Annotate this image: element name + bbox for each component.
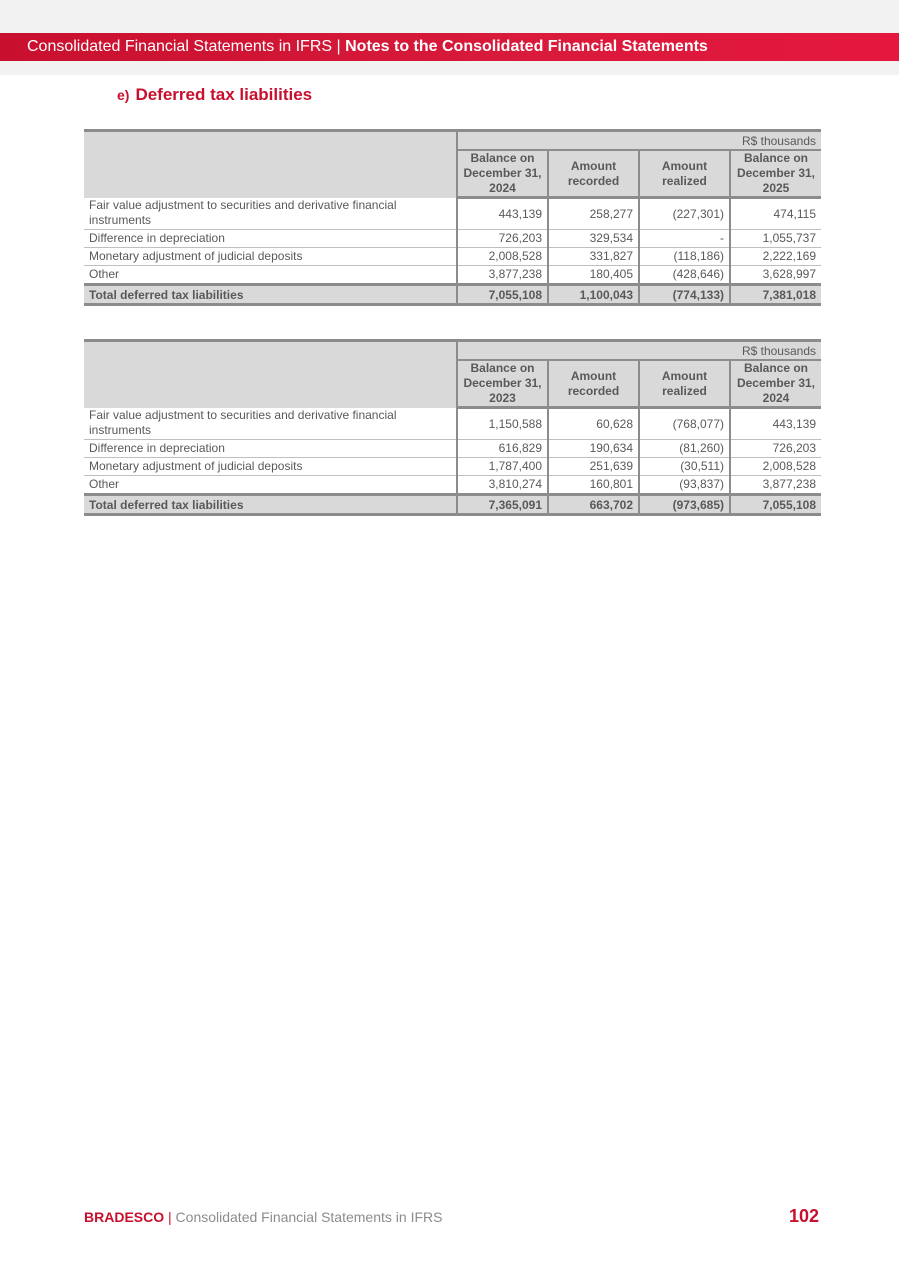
cell-value: 160,801 bbox=[548, 476, 639, 495]
row-label: Difference in depreciation bbox=[84, 230, 457, 248]
total-label: Total deferred tax liabilities bbox=[84, 285, 457, 305]
row-label: Fair value adjustment to securities and derivative financial instruments bbox=[84, 198, 457, 230]
cell-value: 3,877,238 bbox=[730, 476, 821, 495]
row-label: Monetary adjustment of judicial deposits bbox=[84, 248, 457, 266]
cell-value: 60,628 bbox=[548, 408, 639, 440]
total-row bbox=[84, 495, 821, 515]
cell-value: (118,186) bbox=[639, 248, 730, 266]
cell-value: 474,115 bbox=[730, 198, 821, 230]
unit-label: R$ thousands bbox=[457, 131, 821, 151]
table-row bbox=[84, 230, 821, 248]
total-label: Total deferred tax liabilities bbox=[84, 495, 457, 515]
row-label: Other bbox=[84, 476, 457, 495]
row-label: Monetary adjustment of judicial deposits bbox=[84, 458, 457, 476]
table-row bbox=[84, 458, 821, 476]
page-number: 102 bbox=[788, 1206, 819, 1226]
table-row bbox=[84, 440, 821, 458]
total-value: 663,702 bbox=[548, 495, 639, 515]
table-row bbox=[84, 266, 821, 285]
top-band bbox=[0, 0, 899, 33]
page-footer bbox=[84, 1209, 442, 1225]
cell-value: 329,534 bbox=[548, 230, 639, 248]
cell-value: 1,150,588 bbox=[457, 408, 548, 440]
cell-value: 258,277 bbox=[548, 198, 639, 230]
total-value: (774,133) bbox=[639, 285, 730, 305]
total-row bbox=[84, 285, 821, 305]
header-separator: | bbox=[336, 38, 341, 55]
cell-value: 443,139 bbox=[730, 408, 821, 440]
cell-value: (227,301) bbox=[639, 198, 730, 230]
total-value: 7,381,018 bbox=[730, 285, 821, 305]
column-header: Balance on December 31, 2025 bbox=[730, 150, 821, 198]
cell-value: 180,405 bbox=[548, 266, 639, 285]
cell-value: 1,055,737 bbox=[730, 230, 821, 248]
total-value: 1,100,043 bbox=[548, 285, 639, 305]
section-title-text: Deferred tax liabilities bbox=[135, 85, 313, 104]
cell-value: 1,787,400 bbox=[457, 458, 548, 476]
footer-text: Consolidated Financial Statements in IFRS bbox=[175, 1209, 443, 1225]
row-label: Fair value adjustment to securities and derivative financial instruments bbox=[84, 408, 457, 440]
total-value: 7,055,108 bbox=[730, 495, 821, 515]
deferred-tax-table-2024 bbox=[84, 339, 821, 516]
column-header: Balance on December 31, 2024 bbox=[457, 150, 548, 198]
section-title bbox=[117, 85, 312, 105]
column-header: Balance on December 31, 2023 bbox=[457, 360, 548, 408]
cell-value: 2,008,528 bbox=[730, 458, 821, 476]
total-value: 7,055,108 bbox=[457, 285, 548, 305]
table-corner bbox=[84, 131, 457, 198]
cell-value: (81,260) bbox=[639, 440, 730, 458]
column-header: Balance on December 31, 2024 bbox=[730, 360, 821, 408]
cell-value: (30,511) bbox=[639, 458, 730, 476]
section-label: e) bbox=[117, 87, 130, 103]
table-row bbox=[84, 248, 821, 266]
unit-label: R$ thousands bbox=[457, 341, 821, 361]
cell-value: 190,634 bbox=[548, 440, 639, 458]
cell-value: - bbox=[639, 230, 730, 248]
column-header: Amount recorded bbox=[548, 150, 639, 198]
cell-value: 616,829 bbox=[457, 440, 548, 458]
column-header: Amount realized bbox=[639, 150, 730, 198]
cell-value: 2,222,169 bbox=[730, 248, 821, 266]
under-band bbox=[0, 61, 899, 75]
row-label: Other bbox=[84, 266, 457, 285]
cell-value: 3,877,238 bbox=[457, 266, 548, 285]
total-value: (973,685) bbox=[639, 495, 730, 515]
header-left-text: Consolidated Financial Statements in IFRS bbox=[27, 38, 333, 55]
cell-value: 443,139 bbox=[457, 198, 548, 230]
page-header bbox=[0, 33, 899, 61]
cell-value: 726,203 bbox=[730, 440, 821, 458]
table-corner bbox=[84, 341, 457, 408]
cell-value: 251,639 bbox=[548, 458, 639, 476]
cell-value: 331,827 bbox=[548, 248, 639, 266]
cell-value: 2,008,528 bbox=[457, 248, 548, 266]
total-value: 7,365,091 bbox=[457, 495, 548, 515]
cell-value: (768,077) bbox=[639, 408, 730, 440]
deferred-tax-table-2025 bbox=[84, 129, 821, 306]
cell-value: 3,628,997 bbox=[730, 266, 821, 285]
column-header: Amount realized bbox=[639, 360, 730, 408]
table-row bbox=[84, 408, 821, 440]
cell-value: 3,810,274 bbox=[457, 476, 548, 495]
footer-separator: | bbox=[168, 1209, 172, 1225]
row-label: Difference in depreciation bbox=[84, 440, 457, 458]
cell-value: (428,646) bbox=[639, 266, 730, 285]
header-right-text: Notes to the Consolidated Financial Statements bbox=[345, 38, 708, 55]
table-row bbox=[84, 476, 821, 495]
cell-value: (93,837) bbox=[639, 476, 730, 495]
table-row bbox=[84, 198, 821, 230]
cell-value: 726,203 bbox=[457, 230, 548, 248]
column-header: Amount recorded bbox=[548, 360, 639, 408]
footer-brand: BRADESCO bbox=[84, 1209, 165, 1225]
